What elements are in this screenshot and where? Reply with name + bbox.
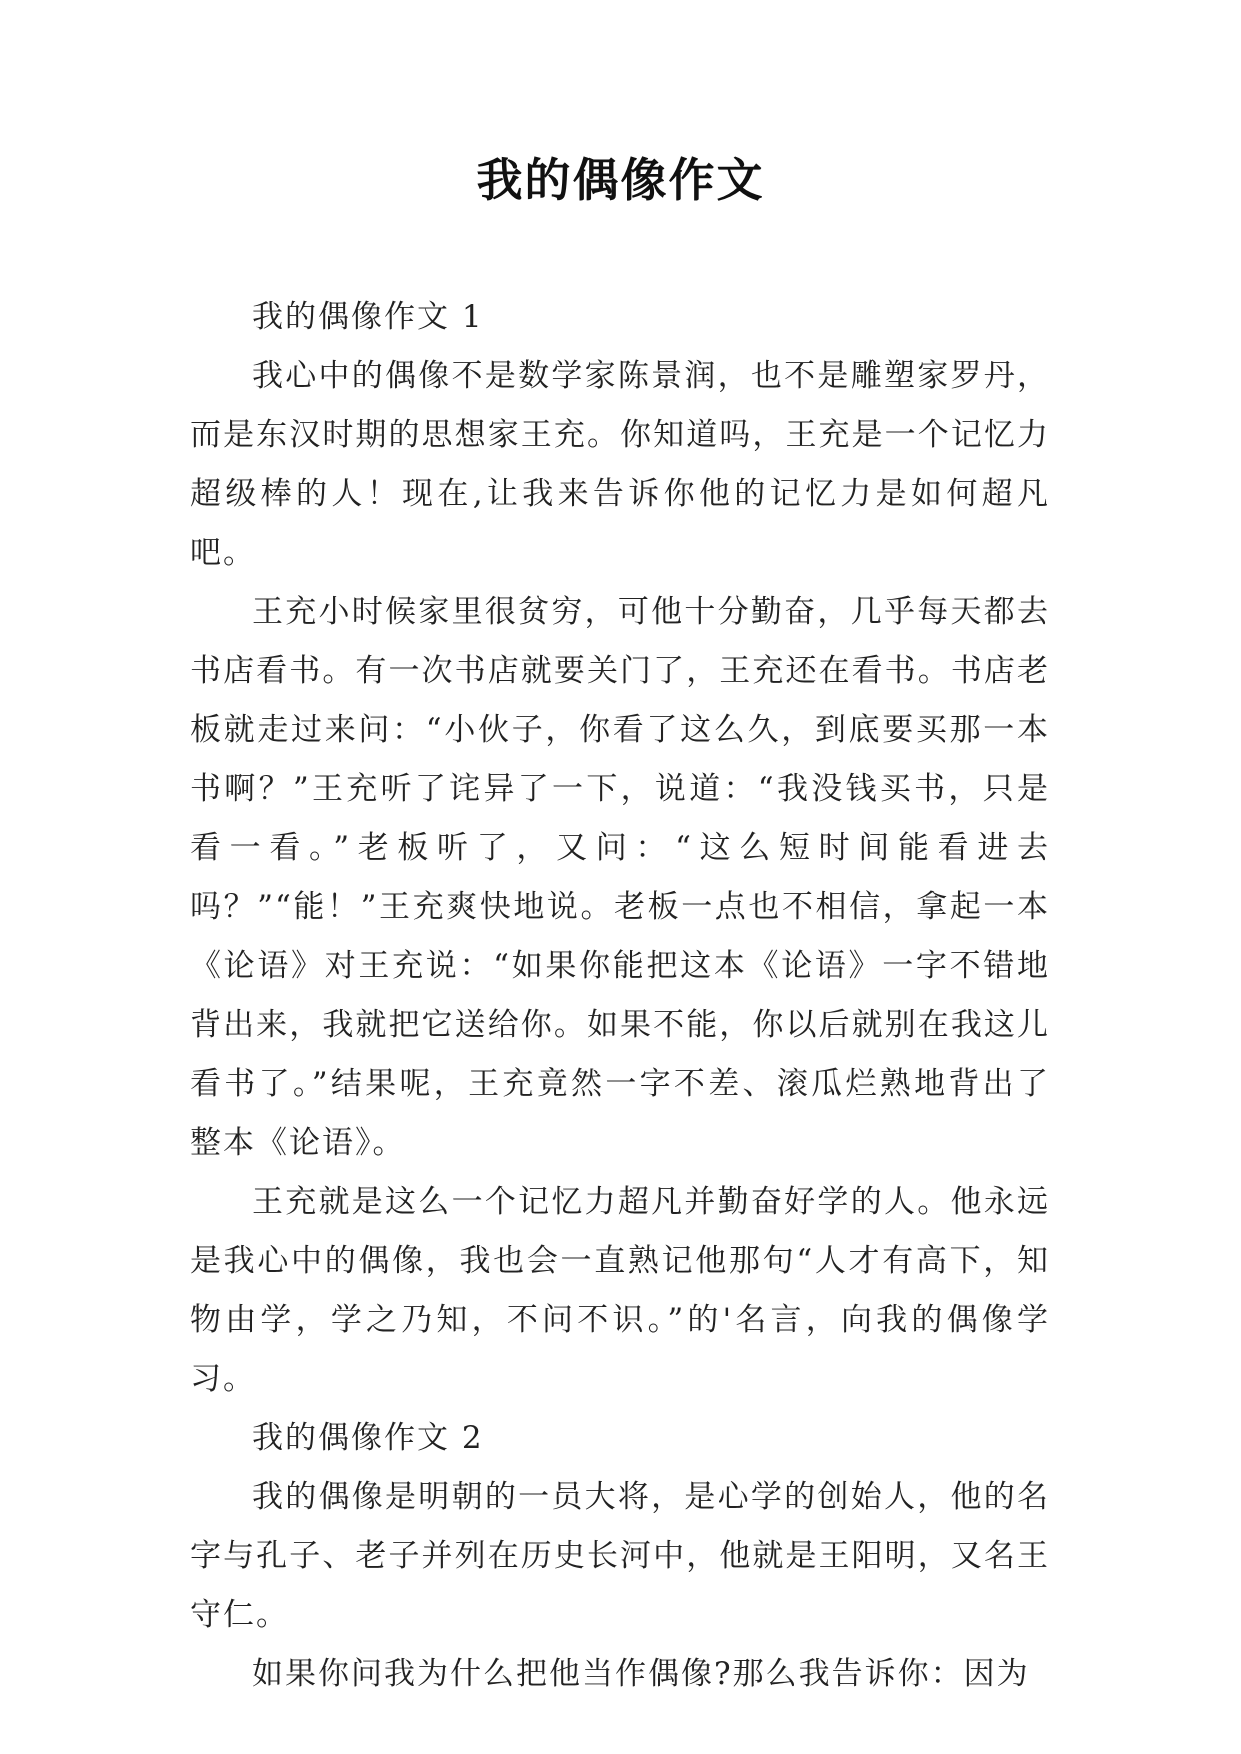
section-heading-2: 我的偶像作文 2 — [252, 1420, 484, 1456]
page-title: 我的偶像作文 — [476, 153, 765, 207]
paragraph-1: 我心中的偶像不是数学家陈景润，也不是雕塑家罗丹，而是东汉时期的思想家王充。你知道吗，王充是一个记忆力超级棒的人！现在,让我来告诉你他的记忆力是如何超凡吧。 — [190, 358, 1050, 571]
paragraph-5: 如果你问我为什么把他当作偶像?那么我告诉你：因为 — [252, 1656, 1030, 1692]
paragraph-4: 我的偶像是明朝的一员大将，是心学的创始人，他的名字与孔子、老子并列在历史长河中，他就是王阳明，又名王守仁。 — [190, 1479, 1050, 1633]
section-heading-1: 我的偶像作文 1 — [252, 299, 484, 335]
paragraph-3: 王充就是这么一个记忆力超凡并勤奋好学的人。他永远是我心中的偶像，我也会一直熟记他那句“人才有高下，知物由学，学之乃知，不问不识。”的'名言，向我的偶像学习。 — [190, 1184, 1050, 1397]
paragraph-2: 王充小时候家里很贫穷，可他十分勤奋，几乎每天都去书店看书。有一次书店就要关门了，王充还在看书。书店老板就走过来问：“小伙子，你看了这么久，到底要买那一本书啊？”王充听了诧异了一下，说道：“我没钱买书，只是看一看。”老板听了，又问：“这么短时间能看进去吗？”“能！”王充爽快地说。老板一点也不相信，拿起一本《论语》对王充说：“如果你能把这本《论语》一字不错地背出来，我就把它送给你。如果不能，你以后就别在我这儿看书了。”结果呢，王充竟然一字不差、滚瓜烂熟地背出了整本《论语》。 — [190, 594, 1050, 1161]
document-body — [190, 288, 1050, 1704]
